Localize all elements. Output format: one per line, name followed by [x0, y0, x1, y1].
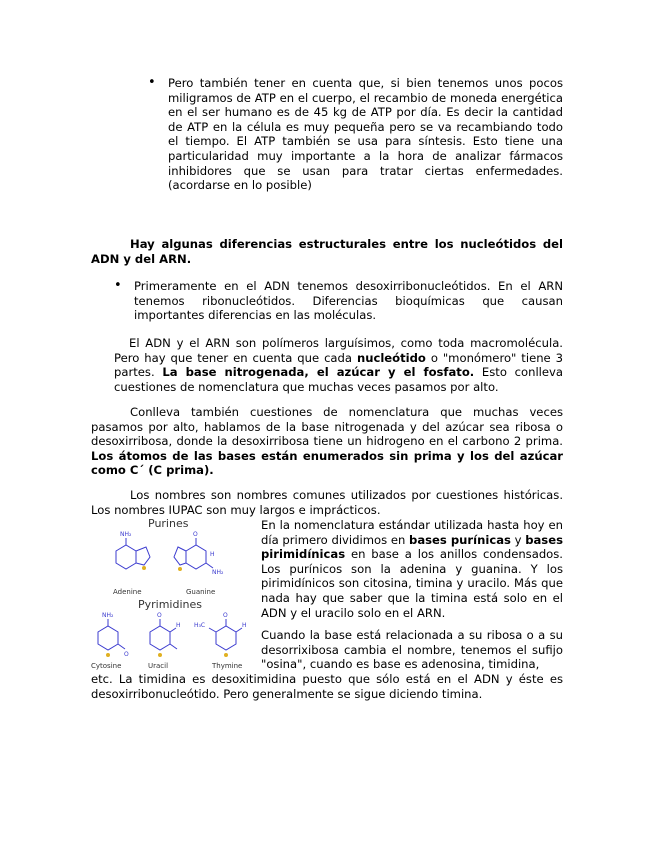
- guanine-hydrogen-label: H: [210, 551, 215, 558]
- thymine-methyl-label: H₃C: [194, 622, 206, 629]
- uracil-hydrogen-label: H: [176, 622, 181, 629]
- uracil-attachment-mark: [158, 653, 162, 657]
- thymine-label: Thymine: [212, 662, 243, 670]
- bullet-adn-arn-text: Primeramente en el ADN tenemos desoxirribonucleótidos. En el ARN tenemos ribonucleótidos. Diferencias bioquímicas que causan importantes diferencias en las moléculas.: [134, 279, 563, 323]
- thymine-oxygen-label: O: [223, 612, 228, 619]
- nucleobases-figure: [88, 516, 258, 671]
- bullet-marker: •: [148, 75, 156, 90]
- paragraph-nombres: Los nombres son nombres comunes utilizados por cuestiones históricas. Los nombres IUPAC son muy largos e imprácticos.: [91, 488, 563, 517]
- cytosine-structure: [98, 619, 125, 650]
- section-heading: Hay algunas diferencias estructurales entre los nucleótidos del ADN y del ARN.: [91, 237, 563, 266]
- adenine-nh2-label: NH₂: [120, 531, 132, 538]
- bullet-marker: •: [114, 278, 122, 293]
- paragraph-polimeros: El ADN y el ARN son polímeros larguísimos, como toda macromolécula. Pero hay que tener en cuenta que cada nucleótido o "monómero" tiene 3 partes. La base nitrogenada, el azúcar y el fosfato. Esto conlleva cuestiones de nomenclatura que muchas veces pasamos por alto.: [114, 336, 563, 394]
- thymine-attachment-mark: [224, 653, 228, 657]
- uracil-structure: [150, 619, 177, 650]
- paragraph-bases: En la nomenclatura estándar utilizada hasta hoy en día primero dividimos en bases purínicas y bases pirimidínicas en base a los anillos condensados. Los purínicos son la adenina y guanina. Y los pirimidínicos son citosina, timina y uracilo. Más que nada hay que saber que la timina está solo en el ADN y el uracilo solo en el ARN.: [261, 518, 563, 620]
- uracil-oxygen-label: O: [157, 612, 162, 619]
- guanine-label: Guanine: [186, 588, 216, 596]
- cytosine-oxygen-label: O: [124, 651, 129, 658]
- guanine-structure: [174, 538, 213, 569]
- paragraph-nucleosidos-wrapped: Cuando la base está relacionada a su ribosa o a su desorrixibosa cambia el nombre, tenemos el sufijo "osina", cuando es base es adenosina, timidina,: [261, 628, 563, 672]
- adenine-attachment-mark: [142, 566, 146, 570]
- thymine-structure: [209, 619, 242, 650]
- cytosine-label: Cytosine: [91, 662, 122, 670]
- guanine-nh2-label: NH₂: [212, 569, 224, 576]
- cytosine-attachment-mark: [106, 653, 110, 657]
- guanine-oxygen-label: O: [193, 531, 198, 538]
- paragraph-nucleosidos-full: etc. La timidina es desoxitimidina puesto que sólo está en el ADN y éste es desoxirribonucleótido. Pero generalmente se sigue diciendo timina.: [91, 672, 563, 701]
- thymine-hydrogen-label: H: [242, 622, 247, 629]
- paragraph-nomenclatura: Conlleva también cuestiones de nomenclatura que muchas veces pasamos por alto, hablamos de la base nitrogenada y del azúcar sea ribosa o desoxirribosa, donde la desoxirribosa tiene un hidrogeno en el carbono 2 prima. Los átomos de las bases están enumerados sin prima y los del azúcar como C´ (C prima).: [91, 405, 563, 478]
- uracil-label: Uracil: [148, 662, 169, 670]
- adenine-structure: [116, 538, 150, 569]
- guanine-attachment-mark: [178, 567, 182, 571]
- adenine-label: Adenine: [113, 588, 142, 596]
- purines-title: Purines: [148, 517, 189, 530]
- bullet-atp-text: Pero también tener en cuenta que, si bien tenemos unos pocos miligramos de ATP en el cuerpo, el recambio de moneda energética en el ser humano es de 45 kg de ATP por día. Es decir la cantidad de ATP en la célula es muy pequeña pero se va recambiando todo el tiempo. El ATP también se usa para síntesis. Esto tiene una particularidad muy importante a la hora de analizar fármacos inhibidores que se usan para tratar ciertas enfermedades. (acordarse en lo posible): [168, 76, 563, 193]
- pyrimidines-title: Pyrimidines: [138, 598, 203, 611]
- cytosine-nh2-label: NH₂: [102, 612, 114, 619]
